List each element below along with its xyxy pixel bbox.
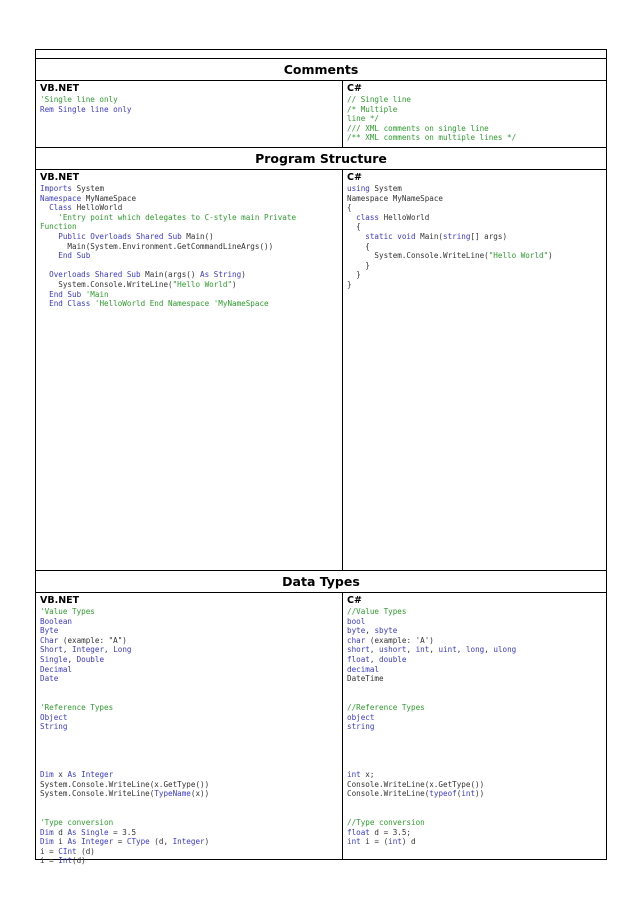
code-line: 'Entry point which delegates to C-style main Private <box>40 212 297 222</box>
code-line: 'Reference Types <box>40 702 114 712</box>
code-line: { <box>347 203 352 213</box>
code-line <box>347 636 602 646</box>
code-line <box>40 184 338 194</box>
code-line <box>40 856 338 866</box>
section-title-data-types: Data Types <box>36 571 606 593</box>
datatypes-cs-cell <box>343 593 606 859</box>
code-text: Main(args() <box>140 270 201 280</box>
code-line: 'Value Types <box>40 606 95 616</box>
keyword: Class <box>40 203 73 213</box>
blank-line <box>40 732 338 751</box>
code-line <box>40 232 338 242</box>
code-text: , <box>67 654 77 664</box>
code-text: = 3.5 <box>108 827 137 837</box>
code-line <box>347 655 602 665</box>
code-line: Console.WriteLine(x.GetType()) <box>347 779 485 789</box>
keyword: Public Overloads Shared Sub <box>40 231 182 241</box>
keyword: Dim <box>40 827 54 837</box>
code-line: { <box>347 222 361 232</box>
code-line: Date <box>40 674 59 684</box>
code-text: ) <box>232 279 237 289</box>
code-line: /** XML comments on multiple lines */ <box>347 133 517 143</box>
code-line: Main(System.Environment.GetCommandLineArgs()) <box>40 241 274 251</box>
keyword: int <box>347 837 361 847</box>
structure-vb-cell <box>36 170 343 570</box>
code-line: Decimal <box>40 664 73 674</box>
keyword: Imports <box>40 183 73 193</box>
code-line: //Reference Types <box>347 702 425 712</box>
code-text: Main( <box>415 231 444 241</box>
code-text: System <box>72 183 105 193</box>
code-text: = <box>113 837 127 847</box>
code-line <box>40 299 338 309</box>
code-text: ) <box>204 837 210 847</box>
code-line <box>347 770 602 780</box>
code-line: //Type conversion <box>347 818 425 828</box>
code-line <box>347 251 602 261</box>
code-line: 'Type conversion <box>40 818 114 828</box>
comments-cs-cell <box>343 81 606 147</box>
code-line: String <box>40 722 68 732</box>
string-literal: "Hello World" <box>172 279 233 289</box>
keyword: CInt <box>58 846 77 856</box>
code-line: 'Single line only <box>40 95 118 104</box>
code-text: ( <box>456 789 462 799</box>
keyword: string <box>443 231 471 241</box>
code-line: } <box>347 279 352 289</box>
keyword: sbyte <box>374 626 398 636</box>
code-line: bool <box>347 616 366 626</box>
code-text: Main() <box>181 231 214 241</box>
keyword: As Integer <box>67 770 114 780</box>
code-text: Console.WriteLine( <box>347 789 430 799</box>
code-line: Byte <box>40 626 59 636</box>
code-line <box>40 828 338 838</box>
code-line <box>40 770 338 780</box>
keyword: Namespace <box>40 193 82 203</box>
code-text: [] args) <box>470 231 508 241</box>
code-line <box>40 847 338 857</box>
code-text: d = 3.5; <box>369 827 412 837</box>
keyword: Double <box>76 654 105 664</box>
keyword: int <box>415 645 430 655</box>
code-text: i <box>53 837 68 847</box>
code-line <box>40 645 338 655</box>
string-literal: "Hello World" <box>488 251 549 261</box>
code-text: (d) <box>76 846 95 856</box>
code-text: System.Console.WriteLine( <box>40 789 155 799</box>
keyword: End Class <box>40 299 91 309</box>
code-text: ) <box>548 251 553 261</box>
keyword: Dim <box>40 837 54 847</box>
code-text: (example: "A") <box>58 635 127 645</box>
code-text: , <box>104 645 114 655</box>
code-line: { <box>347 241 370 251</box>
section-title-program-structure: Program Structure <box>36 148 606 170</box>
code-text: x <box>53 770 68 780</box>
keyword: static void <box>347 231 416 241</box>
code-text: d <box>53 827 68 837</box>
comment: 'HelloWorld End Namespace 'MyNameSpace <box>90 299 269 309</box>
keyword: CType <box>126 837 150 847</box>
code-line <box>347 789 602 799</box>
vb-header: VB.NET <box>40 594 80 606</box>
code-line <box>40 789 338 799</box>
code-text: ) d <box>401 837 416 847</box>
keyword: float <box>347 827 370 837</box>
structure-row <box>36 170 606 571</box>
code-line <box>40 280 338 290</box>
code-line <box>40 290 338 300</box>
keyword: ulong <box>493 645 517 655</box>
code-text: (d, <box>149 837 173 847</box>
code-text: (d) <box>72 856 86 866</box>
structure-cs-cell <box>343 170 606 570</box>
code-line <box>40 837 338 847</box>
code-text: x; <box>360 770 375 780</box>
keyword: Char <box>40 635 59 645</box>
blank-line <box>347 751 602 770</box>
vb-header: VB.NET <box>40 171 80 183</box>
code-line: } <box>347 260 370 270</box>
comment: 'Main <box>81 289 109 299</box>
code-text: i = <box>40 846 59 856</box>
code-line <box>40 203 338 213</box>
code-text: HelloWorld <box>379 212 430 222</box>
code-text: i = <box>40 856 59 866</box>
code-line <box>40 270 338 280</box>
code-text: ) <box>241 270 246 280</box>
code-text: , <box>365 626 375 636</box>
blank-line <box>347 684 602 703</box>
code-line <box>347 828 602 838</box>
code-line: line */ <box>347 114 380 124</box>
keyword: Rem Single line only <box>40 104 132 114</box>
keyword: char <box>347 635 366 645</box>
code-text: , <box>456 645 466 655</box>
keyword: As Integer <box>67 837 114 847</box>
code-text: HelloWorld <box>72 203 123 213</box>
code-line: Boolean <box>40 616 73 626</box>
code-line: DateTime <box>347 674 384 684</box>
keyword: Short <box>40 645 63 655</box>
code-line: object <box>347 712 375 722</box>
document-table <box>35 49 607 866</box>
code-line <box>347 184 602 194</box>
code-line <box>40 636 338 646</box>
code-text: , <box>484 645 494 655</box>
code-line <box>347 626 602 636</box>
code-line: /* Multiple <box>347 104 398 114</box>
section-title-comments: Comments <box>36 59 606 81</box>
code-line: /// XML comments on single line <box>347 123 489 133</box>
code-line <box>347 645 602 655</box>
cs-header: C# <box>347 83 362 94</box>
blank-line <box>347 732 602 751</box>
comments-vb-cell <box>36 81 343 147</box>
keyword: int <box>347 770 361 780</box>
code-text: )) <box>475 789 485 799</box>
code-text: (example: 'A') <box>365 635 434 645</box>
code-text: , <box>369 654 380 664</box>
keyword: float <box>347 654 370 664</box>
code-text: System.Console.WriteLine( <box>40 279 173 289</box>
keyword: End Sub <box>40 289 82 299</box>
cs-header: C# <box>347 171 362 183</box>
keyword: TypeName <box>154 789 191 799</box>
code-line: decimal <box>347 664 380 674</box>
keyword: short <box>347 645 370 655</box>
keyword: int <box>461 789 476 799</box>
top-strip <box>36 50 606 59</box>
code-line: Namespace MyNameSpace <box>347 193 444 203</box>
blank-line <box>40 261 338 271</box>
datatypes-vb-cell <box>36 593 343 866</box>
blank-line <box>40 751 338 770</box>
keyword: int <box>388 837 402 847</box>
keyword: double <box>379 654 407 664</box>
cs-header: C# <box>347 594 362 606</box>
code-line: //Value Types <box>347 606 407 616</box>
keyword: Integer <box>172 837 205 847</box>
keyword: long <box>465 645 485 655</box>
code-text: (x)) <box>190 789 210 799</box>
code-text: , <box>429 645 439 655</box>
keyword: class <box>347 212 380 222</box>
keyword: As String <box>200 270 242 280</box>
keyword: byte <box>347 626 366 636</box>
keyword: Int <box>58 856 73 866</box>
code-text: , <box>406 645 416 655</box>
blank-line <box>40 684 338 703</box>
keyword: As Single <box>67 827 109 837</box>
keyword: using <box>347 183 370 193</box>
blank-line <box>40 799 338 818</box>
keyword: Single <box>40 654 68 664</box>
datatypes-row <box>36 593 606 866</box>
code-text: , <box>369 645 380 655</box>
keyword: Dim <box>40 770 54 780</box>
code-line: End Sub <box>40 251 91 261</box>
code-text: i = ( <box>360 837 389 847</box>
code-line: } <box>347 270 361 280</box>
code-line: string <box>347 722 375 732</box>
code-text: , <box>62 645 73 655</box>
code-line <box>40 194 338 204</box>
code-line: Object <box>40 712 68 722</box>
vb-header: VB.NET <box>40 83 80 94</box>
code-text: System.Console.WriteLine( <box>347 251 489 261</box>
keyword: typeof <box>429 789 457 799</box>
code-text: MyNameSpace <box>81 193 137 203</box>
keyword: Long <box>113 645 132 655</box>
code-line <box>347 837 602 847</box>
code-text: System <box>369 183 402 193</box>
code-line <box>40 655 338 665</box>
keyword: Overloads Shared Sub <box>40 270 141 280</box>
code-line: System.Console.WriteLine(x.GetType()) <box>40 779 210 789</box>
code-line <box>347 213 602 223</box>
keyword: ushort <box>379 645 407 655</box>
keyword: Integer <box>72 645 105 655</box>
code-line: Function <box>40 222 77 232</box>
code-line <box>347 232 602 242</box>
keyword: uint <box>438 645 457 655</box>
code-line: // Single line <box>347 95 412 104</box>
comments-row <box>36 81 606 148</box>
blank-line <box>347 799 602 818</box>
code-line <box>40 105 338 115</box>
